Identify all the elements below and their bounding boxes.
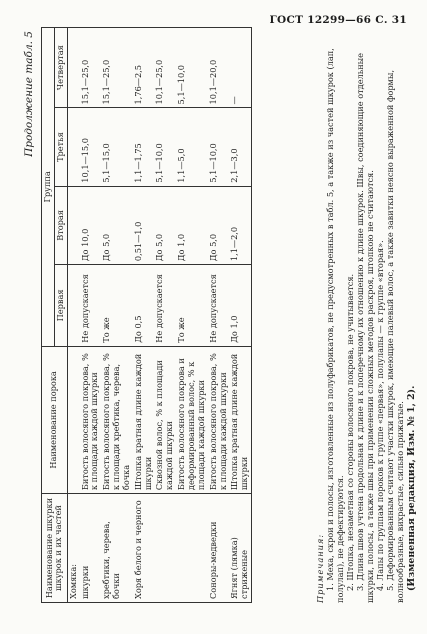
row-group-2: 0,51—1,0 (133, 186, 155, 264)
row-group-4 (67, 28, 79, 108)
row-group-4: 10,1—25,0 (154, 28, 176, 108)
row-product (154, 494, 176, 603)
row-group-3: 1,1—1,75 (133, 108, 155, 186)
notes-title: Примечания: (315, 533, 325, 603)
col-header-group-3: Третья (54, 108, 67, 186)
note-item-2: 2. Штопка, незаметная со стороны волосяного покрова, не учитывается. (345, 273, 355, 591)
notes-section (315, 25, 417, 603)
row-group-2: До 10,0 (80, 186, 102, 264)
row-group-2: До 5,0 (208, 186, 230, 264)
note-item-1: 1. Меха, скрои и полосы, изготовленные из полуфабрикатов, не предусмотренных в табл. 5, а также из частей шкурок (лап, полулап), не дефектируются. (325, 48, 345, 603)
row-group-3: 5,1—15,0 (101, 108, 133, 186)
col-header-group: Группа (42, 28, 55, 347)
row-group-1: То же (176, 265, 208, 347)
row-group-4: 10,1—20,0 (208, 28, 230, 108)
row-indicator (67, 346, 79, 493)
row-group-1: До 0,5 (133, 265, 155, 347)
row-group-3: 1,1—5,0 (176, 108, 208, 186)
table-row (208, 28, 230, 603)
row-product: Ягнят (лямка) стриженые (229, 494, 251, 603)
row-group-4: 5,1—10,0 (176, 28, 208, 108)
row-group-1: Не допускается (154, 265, 176, 347)
defects-table (41, 27, 252, 603)
row-group-3: 10,1—15,0 (80, 108, 102, 186)
row-group-2: 1,1—2,0 (229, 186, 251, 264)
table-row (229, 28, 251, 603)
row-group-3 (67, 108, 79, 186)
table-row (133, 28, 155, 603)
row-product: Соноры-медведки (208, 494, 230, 603)
note-item-3: 3. Длина швов учтена продольная к длине и к поперечному их отношению к длине шкурок. Швы, соединяющие отдельные шкурки, полосы, а также швы при применении сложных методов раскроя, штопкою не считаются. (355, 52, 375, 603)
row-product (176, 494, 208, 603)
edition-note: (Измененная редакция, Изм. № 1, 2). (406, 385, 417, 591)
table-row (80, 28, 102, 603)
row-indicator: Битость волосяного покрова и деформированный волос, % к площади каждой шкурки (176, 346, 208, 493)
row-group-1: То же (101, 265, 133, 347)
row-group-4: — (229, 28, 251, 108)
note-item-5: 5. Деформированным считают участки шкурок, имеющие палевый волос, а также завитки неясно выраженной формы, волнообразные, вихрастые, сильно прижатые. (385, 69, 405, 603)
note-item-4: 4. Лапы по группам пороков к группе «первая», полулапы — к группе «вторая». (375, 240, 385, 591)
table-row (101, 28, 133, 603)
row-product: Хоря белого и черного (133, 494, 155, 603)
row-group-4: 1,76—2,5 (133, 28, 155, 108)
row-group-3: 2,1—3,0 (229, 108, 251, 186)
row-indicator: Битость волосяного покрова, % к площади хребтика, черева, бочка (101, 346, 133, 493)
row-group-4: 15,1—25,0 (101, 28, 133, 108)
row-indicator: Битость волосяного покрова, % к площади каждой шкурки (208, 346, 230, 493)
row-group-1: Не допускается (208, 265, 230, 347)
row-indicator: Штопка кратная длине каждой шкурки (229, 346, 251, 493)
row-group-1 (67, 265, 79, 347)
col-header-indicator: Наименование порока (42, 346, 68, 493)
rotated-page-content (19, 17, 417, 617)
row-group-2: До 1,0 (176, 186, 208, 264)
table-row (154, 28, 176, 603)
page-header: ГОСТ 12299—66 С. 31 (269, 14, 407, 26)
col-header-group-2: Вторая (54, 186, 67, 264)
row-product: Хомяка: (67, 494, 79, 603)
row-group-2: До 5,0 (101, 186, 133, 264)
row-group-3: 5,1—10,0 (154, 108, 176, 186)
row-indicator: Штопка кратная длине каждой шкурки (133, 346, 155, 493)
col-header-group-1: Первая (54, 265, 67, 347)
table-continuation-label: Продолжение табл. 5 (23, 31, 35, 157)
col-header-product: Наименование шкурки шкурок и их частей (42, 494, 68, 603)
row-group-4: 15,1—25,0 (80, 28, 102, 108)
row-product: хребтики, черева, бочки (101, 494, 133, 603)
row-indicator: Битость волосяного покрова, % к площади каждой шкурки (80, 346, 102, 493)
row-group-3: 5,1—10,0 (208, 108, 230, 186)
table-row (67, 28, 79, 603)
row-group-2: До 5,0 (154, 186, 176, 264)
table-row (176, 28, 208, 603)
col-header-group-4: Четвертая (54, 28, 67, 108)
row-product: шкурки (80, 494, 102, 603)
row-group-2 (67, 186, 79, 264)
row-group-1: До 1,0 (229, 265, 251, 347)
row-indicator: Сквозной волос, % к площади каждой шкурки (154, 346, 176, 493)
row-group-1: Не допускается (80, 265, 102, 347)
